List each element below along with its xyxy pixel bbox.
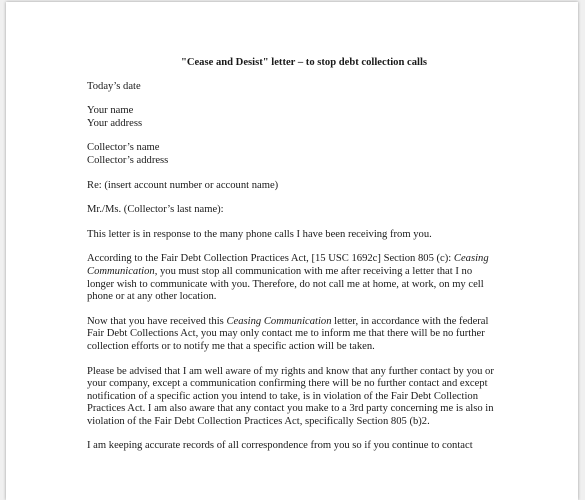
paragraph-2-line-4: phone or at any other location. [87,291,217,303]
paragraph-5-text: I am keeping accurate records of all correspondence from you so if you continue to contact [87,440,473,452]
paragraph-3-line-2: Fair Debt Collections Act, you may only contact me to inform me that there will be no further [87,328,485,340]
paragraph-1-text: This letter is in response to the many phone calls I have been receiving from you. [87,228,432,240]
re-line: Re: (insert account number or account name) [87,179,279,191]
sender-address: Your address [87,117,143,129]
paragraph-3-line-1 [87,316,507,329]
paragraph-4-line-4: Practices Act. I am also aware that any contact you make to a 3rd party concerning me is also in [87,403,494,415]
recipient-block [87,142,507,167]
paragraph-2-text-a: According to the Fair Debt Collection Practices Act, [15 USC 1692c] Section 805 (c): [87,253,454,265]
paragraph-4-line-5: violation of the Fair Debt Collection Practices Act, specifically Section 805 (b)2. [87,415,430,427]
date-line: Today’s date [87,80,141,92]
paragraph-5 [87,440,507,453]
paragraph-2-emphasis-a: Ceasing [453,253,489,265]
paragraph-4 [87,366,507,429]
paragraph-3-emphasis: Ceasing Communication [226,315,332,327]
paragraph-2-line-1 [87,253,507,266]
paragraph-2 [87,253,507,303]
paragraph-4-line-2: your company, except a communication confirming there will be no further contact and except [87,378,488,390]
paragraph-3-line-3: collection efforts or to notify me that a specific action will be taken. [87,340,375,352]
letter-title: "Cease and Desist" letter – to stop debt collection calls [180,57,428,68]
recipient-name: Collector’s name [87,142,160,154]
paragraph-2-emphasis-b: Communication [87,265,155,277]
paragraph-2-line-3: longer wish to communicate with you. Therefore, do not call me at home, at work, on my cell [87,278,484,290]
paragraph-1 [87,229,507,242]
paragraph-3-text-b: letter, in accordance with the federal [331,315,489,327]
letter-body [87,57,507,465]
paragraph-2-line-2 [87,266,507,279]
re-block [87,180,507,193]
document-page [6,2,578,500]
sender-block [87,105,507,130]
date-block [87,81,507,94]
paragraph-3-text-a: Now that you have received this [87,315,227,327]
salutation-block [87,204,507,217]
paragraph-2-text-b: , you must stop all communication with me after receiving a letter that I no [154,265,473,277]
paragraph-4-line-1: Please be advised that I am well aware of my rights and know that any further contact by you or [87,365,494,377]
paragraph-3 [87,316,507,354]
sender-name: Your name [87,105,134,117]
paragraph-4-line-3: notification of a specific action you intend to take, is in violation of the Fair Debt Collection [87,390,478,402]
recipient-address: Collector’s address [87,154,169,166]
salutation: Mr./Ms. (Collector’s last name): [87,204,224,216]
